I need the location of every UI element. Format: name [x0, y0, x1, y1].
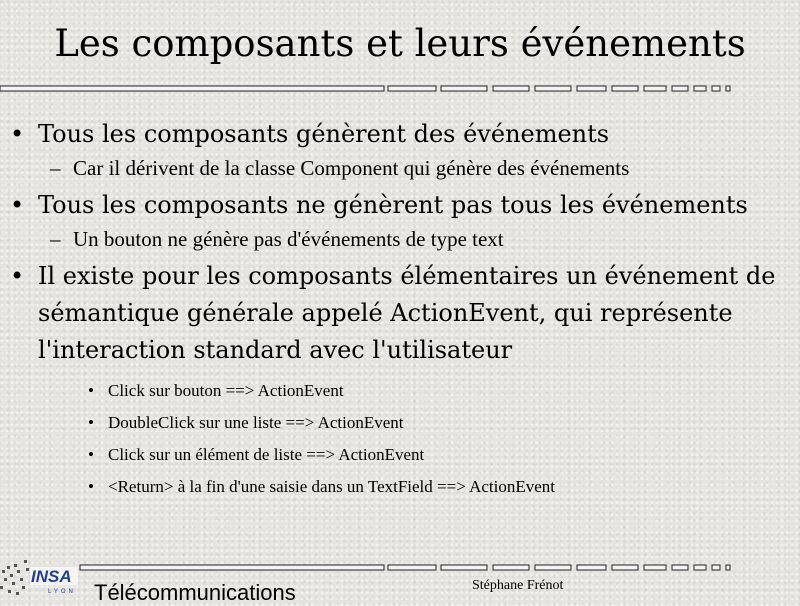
bullet-level1: [0, 116, 800, 153]
footer-divider: [0, 562, 800, 574]
bullet-text: Car il dérivent de la classe Component qui génère des événements: [73, 156, 630, 180]
bullet-dot-icon: •: [10, 191, 25, 219]
bullet-text: Click sur bouton ==> ActionEvent: [108, 381, 344, 400]
footer-department: Télécommunications: [94, 580, 296, 605]
bullet-dot-icon: •: [88, 477, 94, 496]
bullet-text: DoubleClick sur une liste ==> ActionEvent: [108, 413, 404, 432]
bullet-level2: [0, 224, 800, 254]
bullet-dash-icon: –: [50, 227, 61, 251]
bullet-dash-icon: –: [50, 156, 61, 180]
bullet-dot-icon: •: [88, 413, 94, 432]
bullet-dot-icon: •: [10, 120, 25, 148]
bullet-text: Tous les composants ne génèrent pas tous les événements: [38, 191, 748, 219]
bullet-text: Il existe pour les composants élémentaires un événement de sémantique générale appelé ActionEvent, qui représente l'interaction standard avec l'utilisateur: [38, 262, 776, 364]
title-divider: [0, 83, 800, 95]
bullet-text: <Return> à la fin d'une saisie dans un TextField ==> ActionEvent: [108, 477, 556, 496]
footer-author: Stéphane Frénot: [472, 578, 564, 593]
logo-text: INSA: [31, 567, 72, 586]
bullet-dot-icon: •: [88, 445, 94, 464]
bullet-level3: [0, 471, 800, 503]
bullet-level1: [0, 187, 800, 224]
bullet-level3: [0, 375, 800, 407]
bullet-text: Un bouton ne génère pas d'événements de type text: [73, 227, 504, 251]
slide-body: [0, 116, 800, 503]
bullet-dot-icon: •: [88, 381, 94, 400]
bullet-level2: [0, 153, 800, 183]
insa-logo: [0, 556, 80, 600]
bullet-text: Click sur un élément de liste ==> ActionEvent: [108, 445, 425, 464]
slide-title: Les composants et leurs événements: [54, 22, 746, 65]
bullet-level3: [0, 439, 800, 471]
bullet-level3: [0, 407, 800, 439]
bullet-level1: [0, 258, 800, 369]
logo-subtext: LYON: [48, 589, 76, 595]
bullet-text: Tous les composants génèrent des événements: [38, 120, 610, 148]
bullet-dot-icon: •: [10, 262, 25, 290]
